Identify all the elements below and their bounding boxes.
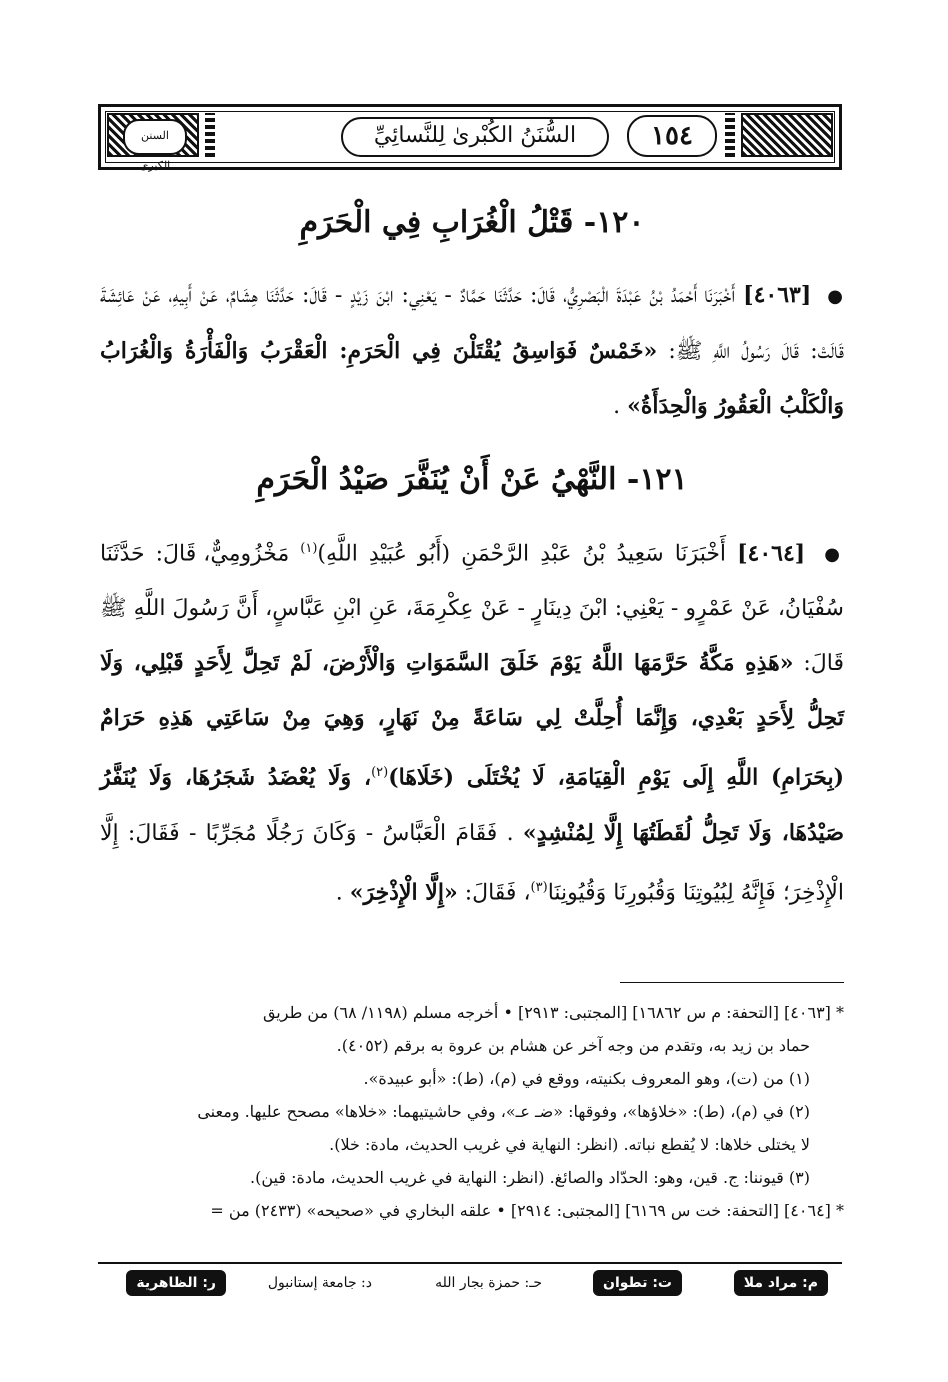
hadith-matn: «خَمْسٌ فَوَاسِقُ يُقْتَلْنَ فِي الْحَرَمِ: الْعَقْرَبُ وَالْفَأْرَةُ وَالْغُرَابُ وَالْكَلْبُ الْعَقُورُ وَالْحِدَأَةُ»: [100, 338, 844, 419]
header-ornament-right: [741, 113, 833, 157]
footnote-3: (٣) قيوننا: ج. قين، وهو: الحدّاد والصائغ. (انظر: النهاية في غريب الحديث، مادة: قين).: [250, 1168, 810, 1187]
note-4063-line-1: * [٤٠٦٣] [التحفة: م س ١٦٨٦٢] [المجتبى: ٢٩١٣] • أخرجه مسلم (١١٩٨/ ٦٨) من طريق: [262, 1003, 844, 1022]
manuscript-badge-m: م: مراد ملا: [734, 1270, 828, 1296]
footnote-2-line-1: (٢) في (م)، (ط): «خلاؤها»، وفوقها: «ضـ عـ»، وفي حاشيتيهما: «خلاها» مصحح عليها. ومعنى: [197, 1102, 810, 1121]
hadith-4063: [100, 268, 844, 434]
footnote-2-line-2: لا يختلى خلاها: لا يُقطع نباته. (انظر: النهاية في غريب الحديث، مادة: خلا).: [329, 1135, 810, 1154]
footer-rule: [98, 1262, 842, 1264]
hadith-narration-4: ، فَقَالَ:: [464, 879, 531, 905]
hadith-isnad-2: مَخْزُومِيٌّ، قَالَ: حَدَّثَنَا سُفْيَانُ، عَنْ عَمْرٍو - يَعْنِي: ابْنَ دِينَارٍ - عَنْ عِكْرِمَةَ، عَنِ ابْنِ عَبَّاسٍ، أَنَّ رَسُولَ اللَّهِ ﷺ قَالَ:: [100, 541, 844, 677]
hadith-matn-3: «إِلَّا الْإِذْخِرَ»: [349, 878, 458, 905]
footnote-ref-3[interactable]: (٣): [530, 879, 548, 895]
hadith-isnad: أَخْبَرَنَا أَحْمَدُ بْنُ عَبْدَةَ الْبَصْرِيُّ، قَالَ: حَدَّثَنَا حَمَّادٌ - يَعْنِي: ابْنَ زَيْدٍ - قَالَ: حَدَّثَنَا هِشَامٌ، عَنْ أَبِيهِ، عَنْ عَائِشَةَ قَالَتْ: قَالَ رَسُولُ اللَّهِ ﷺ:: [100, 283, 844, 364]
header-band-left: [205, 113, 215, 157]
hadith-matn-2: ، وَلَا يُعْضَدُ شَجَرُهَا، وَلَا يُنَفَّرُ صَيْدُهَا، وَلَا تَحِلُّ لُقَطَتُهَا إِلَّا لِمُنْشِدٍ»: [100, 764, 845, 846]
page-number: ١٥٤: [627, 115, 717, 157]
hadith-narration-3: . فَقَامَ الْعَبَّاسُ - وَكَانَ رَجُلًا مُجَرِّبًا - فَقَالَ: إِلَّا الْإِذْخِرَ؛ فَإِنَّهُ لِبُيُوتِنَا وَقُبُورِنَا وَقُيُونِنَا: [100, 820, 844, 905]
book-seal: السنن الكبرى: [123, 119, 187, 155]
manuscript-badge-r: ر: الظاهرية: [126, 1270, 226, 1296]
chapter-heading-121: ١٢١- النَّهْيُ عَنْ أَنْ يُنَفَّرَ صَيْدُ الْحَرَمِ: [256, 462, 688, 497]
hadith-number: [٤٠٦٤]: [737, 540, 806, 567]
hadith-matn-1: «هَذِهِ مَكَّةُ حَرَّمَهَا اللَّهُ يَوْمَ خَلَقَ السَّمَوَاتِ وَالْأَرْضَ، لَمْ تَحِلَّ لِأَحَدٍ قَبْلِي، وَلَا تَحِلُّ لِأَحَدٍ بَعْدِي، وَإِنَّمَا أُحِلَّتْ لِي سَاعَةً مِنْ نَهَارٍ، وَهِيَ مِنْ سَاعَتِي هَذِهِ حَرَامٌ (بِحَرَامِ) اللَّهِ إِلَى يَوْمِ الْقِيَامَةِ، لَا يُخْتَلَى (خَلَاهَا): [100, 650, 845, 791]
bullet-icon: ●: [824, 544, 844, 566]
footnote-1: (١) من (ت)، وهو المعروف بكنيته، ووقع في (م)، (ط): «أبو عبيدة».: [363, 1069, 810, 1088]
manuscript-badge-t: ت: تطوان: [593, 1270, 682, 1296]
hadith-end: .: [335, 879, 343, 905]
hadith-number: [٤٠٦٣]: [743, 282, 812, 308]
running-title: السُّنَنُ الكُبْرىٰ لِلنَّسائِيِّ: [341, 117, 609, 157]
note-4063-line-2: حماد بن زيد به، وتقدم من وجه آخر عن هشام بن عروة به برقم (٤٠٥٢).: [336, 1036, 810, 1055]
footnotes: [100, 996, 844, 1227]
footnote-ref-2[interactable]: (٢): [371, 765, 389, 781]
footnote-ref-1[interactable]: (١): [300, 541, 318, 556]
manuscript-label-d: د: جامعة إستانبول: [267, 1275, 372, 1291]
bullet-icon: ●: [827, 286, 844, 307]
hadith-end: .: [613, 394, 621, 419]
hadith-4064: [100, 522, 844, 920]
page-footer: [98, 1266, 842, 1306]
header-band-right: [725, 113, 735, 157]
hadith-isnad-1: أَخْبَرَنَا سَعِيدُ بْنُ عَبْدِ الرَّحْمَنِ (أَبُو عُبَيْدِ اللَّهِ): [317, 541, 727, 567]
header-ornament-left: [107, 113, 199, 172]
manuscript-label-h: حـ: حمزة بجار الله: [435, 1275, 542, 1291]
note-4064: * [٤٠٦٤] [التحفة: خت س ٦١٦٩] [المجتبى: ٢٩١٤] • علقه البخاري في «صحيحه» (٢٤٣٣) من =: [210, 1201, 844, 1220]
footnote-separator: [620, 982, 844, 983]
page-header: [98, 104, 842, 170]
chapter-heading-120: ١٢٠- قَتْلُ الْغُرَابِ فِي الْحَرَمِ: [299, 205, 645, 240]
